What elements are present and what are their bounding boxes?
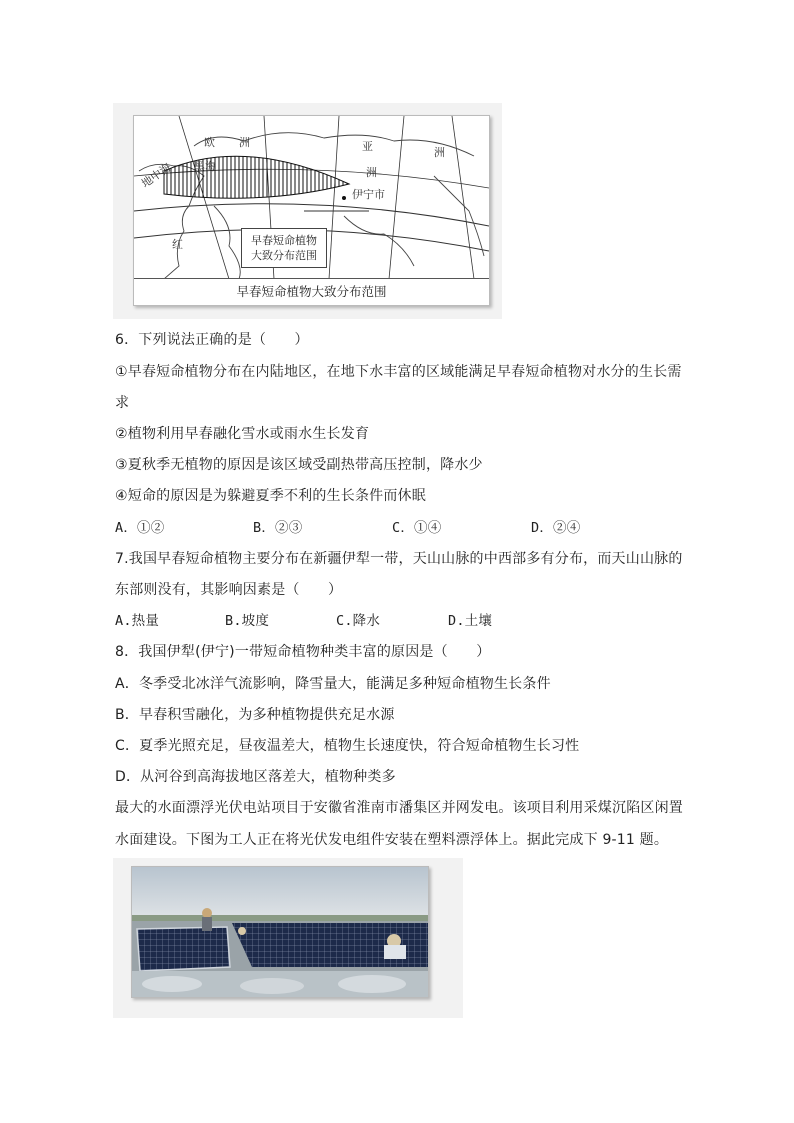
label-mediterranean: 地中海: [139, 160, 174, 191]
q6-statement-2: ②植物利用早春融化雪水或雨水生长发育: [115, 426, 370, 442]
q6-stem: 6．下列说法正确的是（ ）: [115, 332, 309, 348]
q6-statement-3: ③夏秋季无植物的原因是该区域受副热带高压控制，降水少: [115, 457, 483, 473]
label-black-sea: 黑海: [194, 160, 216, 173]
q8-stem: 8．我国伊犁(伊宁)一带短命植物种类丰富的原因是（ ）: [115, 644, 491, 660]
label-europe-1: 欧: [204, 136, 215, 149]
legend-line-2: 大致分布范围: [251, 249, 317, 262]
label-europe-2: 洲: [239, 136, 250, 149]
map-image: [133, 115, 490, 306]
q7-option-b: B.坡度: [225, 613, 270, 629]
label-red-sea: 红: [172, 238, 183, 251]
q7-option-d: D.土壤: [448, 613, 493, 629]
q8-option-b: B．早春积雪融化，为多种植物提供充足水源: [115, 707, 395, 723]
q6-statement-1b: 求: [115, 395, 130, 411]
legend-line-1: 早春短命植物: [251, 234, 317, 247]
q7-stem-2: 东部则没有，其影响因素是（ ）: [115, 582, 343, 598]
q6-statement-4: ④短命的原因是为躲避夏季不利的生长条件而休眠: [115, 488, 426, 504]
q8-option-d: D．从河谷到高海拔地区落差大，植物种类多: [115, 769, 396, 785]
label-asia-2: 洲: [434, 146, 445, 159]
q6-option-b: B．②③: [253, 520, 303, 536]
q6-option-d: D．②④: [531, 520, 581, 536]
solar-photo-drawing: [132, 867, 428, 997]
map-figure: [113, 103, 502, 319]
q8-option-a: A．冬季受北冰洋气流影响，降雪量大，能满足多种短命植物生长条件: [115, 676, 551, 692]
passage-line-1: 最大的水面漂浮光伏电站项目于安徽省淮南市潘集区并网发电。该项目利用采煤沉陷区闲置: [115, 800, 683, 816]
q6-statement-1a: ①早春短命植物分布在内陆地区，在地下水丰富的区域能满足早春短命植物对水分的生长需: [115, 364, 682, 380]
q6-option-a: A．①②: [115, 520, 165, 536]
label-asia-3: 洲: [366, 166, 377, 179]
map-caption: 早春短命植物大致分布范围: [134, 278, 489, 305]
q7-option-a: A.热量: [115, 613, 160, 629]
map-legend: [241, 228, 327, 268]
label-asia-1: 亚: [362, 140, 373, 153]
q8-option-c: C．夏季光照充足，昼夜温差大，植物生长速度快，符合短命植物生长习性: [115, 738, 580, 754]
passage-line-2: 水面建设。下图为工人正在将光伏发电组件安装在塑料漂浮体上。据此完成下 9-11 题。: [115, 832, 669, 848]
q7-option-c: C.降水: [336, 613, 381, 629]
label-yining: 伊宁市: [352, 188, 385, 201]
solar-photo: [131, 866, 429, 998]
q6-option-c: C．①④: [392, 520, 442, 536]
q7-stem-1: 7.我国早春短命植物主要分布在新疆伊犁一带，天山山脉的中西部多有分布，而天山山脉的: [115, 551, 683, 567]
photo-figure: [113, 858, 463, 1018]
